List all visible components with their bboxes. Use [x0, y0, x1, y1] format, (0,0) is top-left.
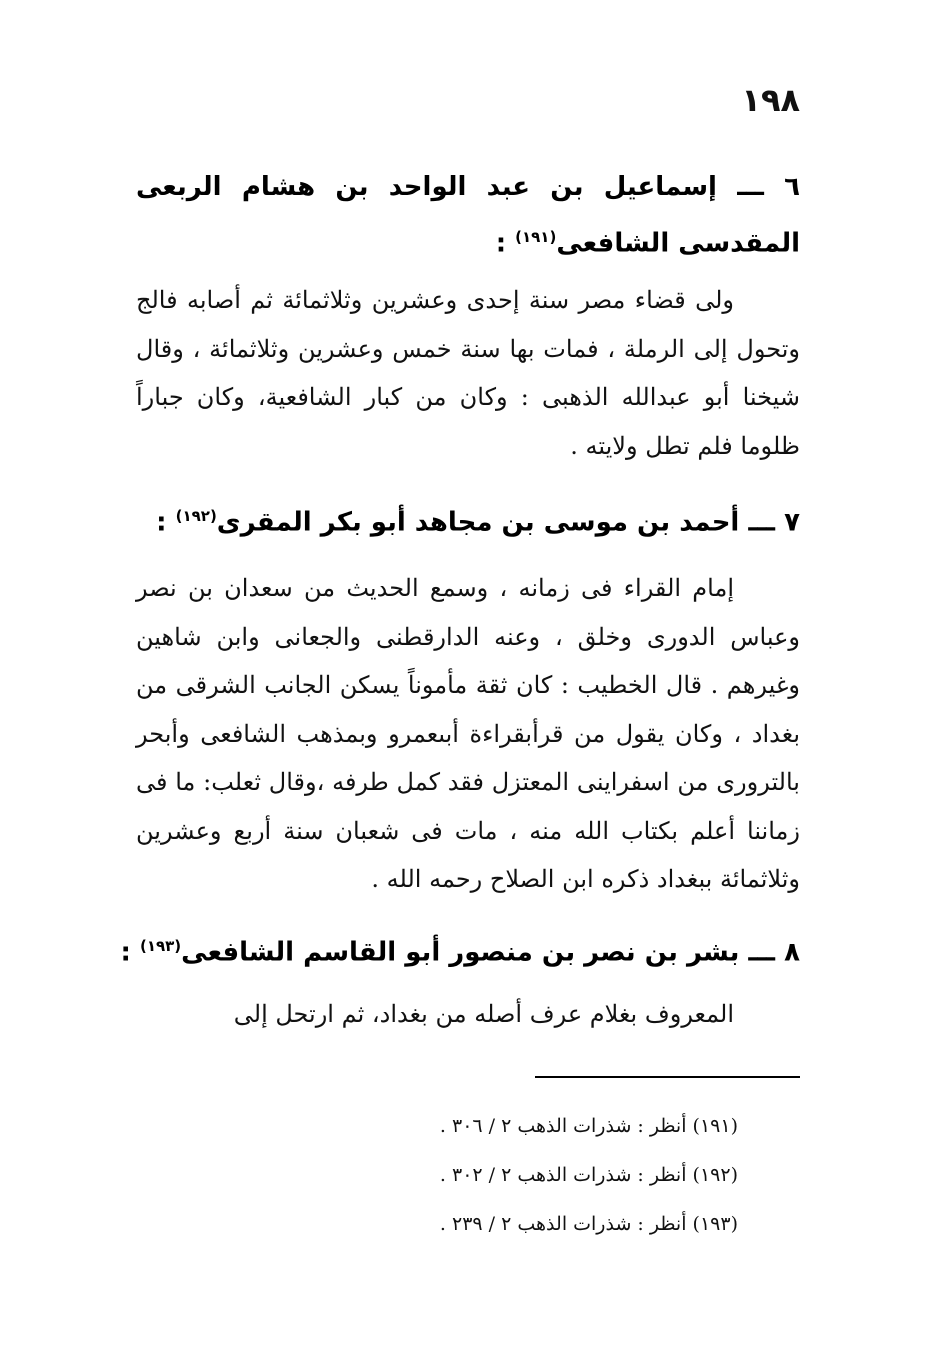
entry-heading-8 — [121, 924, 801, 975]
entry-heading-6 — [136, 162, 800, 269]
entry-heading-8-colon: : — [120, 937, 140, 968]
entry-heading-6-text: ٦ ـــ إسماعيل بن عبد الواحد بن هشام الربعى المقدسى الشافعى — [136, 172, 800, 259]
entry-heading-7-colon: : — [156, 507, 176, 538]
entry-heading-6-colon: : — [495, 228, 516, 259]
footnote-191: (١٩١) أنظر : شذرات الذهب ٢ / ٣٠٦ . — [439, 1115, 738, 1137]
entry-heading-7-text: ٧ ـــ أحمد بن موسى بن مجاهد أبو بكر المقرى — [216, 507, 800, 538]
footnote-ref-193: (١٩٣) — [139, 937, 182, 955]
entry-heading-7 — [156, 494, 800, 545]
footnotes-list — [440, 1102, 738, 1249]
entry-heading-8-text: ٨ ـــ بشر بن نصر بن منصور أبو القاسم الشافعى — [181, 937, 800, 968]
entry-body-7: إمام القراء فى زمانه ، وسمع الحديث من سعدان بن نصر وعباس الدورى وخلق ، وعنه الدارقطنى والجعانى وابن شاهين وغيرهم . قال الخطيب : كان ثقة مأموناً يسكن الجانب الشرقى من بغداد ، وكان يقول من قرأبقراءة أبىعمرو وبمذهب الشافعى وأبحر بالترورى من اسفراينى المعتزل فقد كمل طرفه ،وقال ثعلب: ما فى زماننا أعلم بكتاب الله منه ، مات فى شعبان سنة أربع وعشرين وثلاثمائة ببغداد ذكره ابن الصلاح رحمه الله . — [136, 574, 800, 893]
footnote-ref-191: (١٩١) — [515, 228, 557, 246]
entry-body-6: ولى قضاء مصر سنة إحدى وعشرين وثلاثمائة ثم أصابه فالج وتحول إلى الرملة ، فمات بها سنة خمس وعشرين وثلاثمائة ، وقال شيخنا أبو عبدالله الذهبى : وكان من كبار الشافعية، وكان جباراً ظلوما فلم تطل ولايته . — [136, 286, 800, 460]
footnote-193: (١٩٣) أنظر : شذرات الذهب ٢ / ٢٣٩ . — [439, 1213, 738, 1235]
entry-body-8: المعروف بغلام عرف أصله من بغداد، ثم ارتحل إلى — [233, 1000, 734, 1028]
footnote-ref-192: (١٩٢) — [175, 507, 217, 525]
footnote-separator — [535, 1076, 800, 1078]
footnote-192: (١٩٢) أنظر : شذرات الذهب ٢ / ٣٠٢ . — [439, 1164, 738, 1186]
page-number: ١٩٨ — [741, 81, 800, 119]
